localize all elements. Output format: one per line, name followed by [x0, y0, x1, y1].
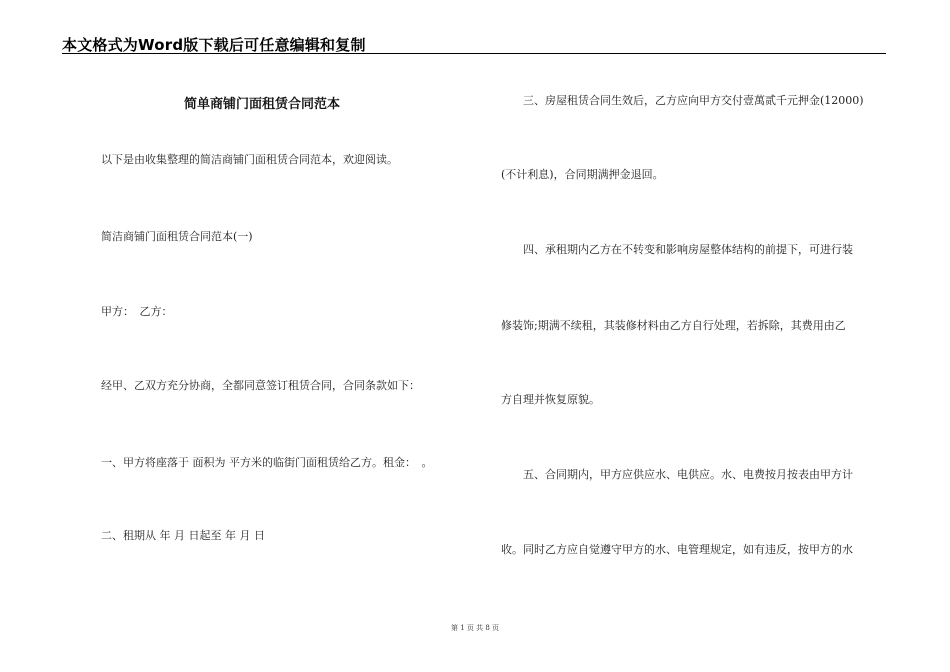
page-number: 第 1 页 共 8 页 — [450, 624, 500, 632]
paragraph-clause-2: 二、租期从 年 月 日起至 年 月 日 — [101, 529, 265, 542]
paragraph-contract-heading: 简洁商铺门面租赁合同范本(一) — [101, 230, 253, 243]
paragraph-clause-5-line-1: 五、合同期内，甲方应供应水、电供应。水、电费按月按表由甲方计 — [501, 468, 853, 481]
paragraph-clause-3-line-2: (不计利息)，合同期满押金退回。 — [501, 168, 664, 181]
paragraph-agreement: 经甲、乙双方充分协商，全都同意签订租赁合同，合同条款如下： — [101, 379, 420, 392]
paragraph-clause-5-line-2: 收。同时乙方应自觉遵守甲方的水、电管理规定，如有违反，按甲方的水 — [501, 543, 853, 556]
paragraph-parties: 甲方： 乙方： — [101, 305, 173, 318]
paragraph-clause-3-line-1: 三、房屋租赁合同生效后，乙方应向甲方交付壹萬贰千元押金(12000) — [501, 94, 864, 107]
header-divider — [62, 53, 886, 54]
document-header-title: 本文格式为Word版下载后可任意编辑和复制 — [62, 36, 366, 54]
document-title: 简单商铺门面租赁合同范本 — [183, 97, 340, 112]
paragraph-clause-1: 一、甲方将座落于 面积为 平方米的临街门面租赁给乙方。租金： 。 — [101, 456, 433, 469]
paragraph-clause-4-line-1: 四、承租期内乙方在不转变和影响房屋整体结构的前提下，可进行装 — [501, 243, 853, 256]
paragraph-intro: 以下是由收集整理的简洁商铺门面租赁合同范本，欢迎阅读。 — [101, 153, 398, 166]
paragraph-clause-4-line-3: 方自理并恢复原貌。 — [501, 393, 600, 406]
paragraph-clause-4-line-2: 修装饰;期满不续租，其装修材料由乙方自行处理，若拆除，其费用由乙 — [501, 319, 846, 332]
